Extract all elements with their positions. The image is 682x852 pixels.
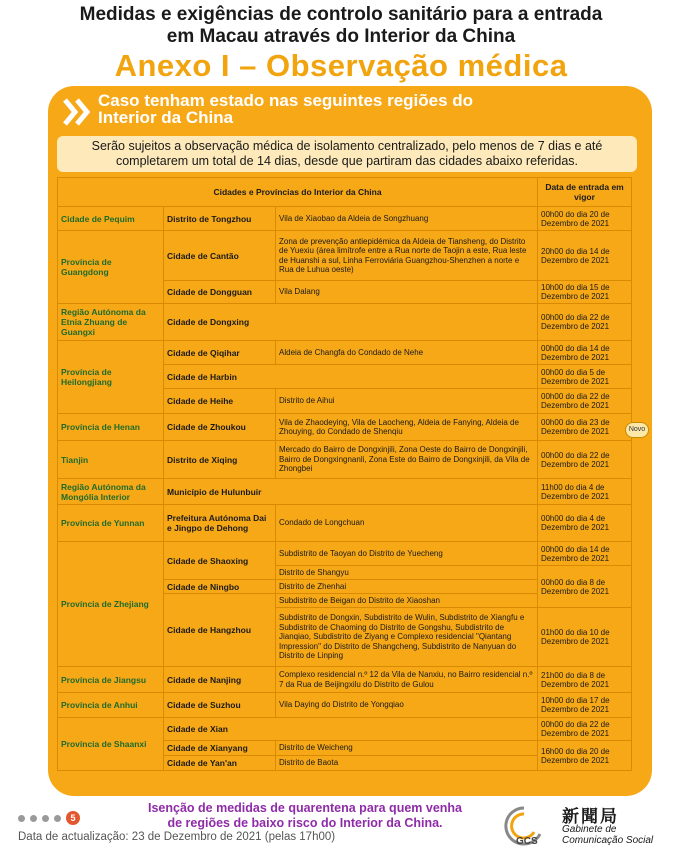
area-cell: Subdistrito de Taoyan do Distrito de Yuecheng (276, 542, 538, 566)
gcs-logo (500, 800, 670, 850)
city-cell: Cidade de Hangzhou (164, 594, 276, 667)
province-cell: Tianjin (58, 441, 164, 479)
province-cell: Província de Henan (58, 414, 164, 441)
date-cell: 11h00 do dia 4 de Dezembro de 2021 (538, 479, 632, 505)
area-cell: Distrito de Baota (276, 756, 538, 771)
logo-mark-text: GCS (516, 836, 538, 847)
city-cell: Cidade de Xianyang (164, 741, 276, 756)
table-row (58, 505, 632, 542)
province-cell: Província de Yunnan (58, 505, 164, 542)
area-cell: Complexo residencial n.º 12 da Vila de Nanxiu, no Bairro residencial n.º 7 da Rua de Beijingxilu do Distrito de Gulou (276, 667, 538, 693)
note-line-2: completarem um total de 14 dias, desde que partiram das cidades abaixo referidas. (115, 154, 579, 168)
date-cell: 00h00 do dia 22 de Dezembro de 2021 (538, 441, 632, 479)
area-cell: Vila Dalang (276, 281, 538, 304)
city-cell: Cidade de Yan'an (164, 756, 276, 771)
area-cell: Mercado do Bairro de Dongxinjili, Zona Oeste do Bairro de Dongxinjili, Bairro de Dongxingnanli, Zona Este do Bairro de Dongxinjili, da Vila de Zhongbei (276, 441, 538, 479)
gcs-logo-icon (500, 804, 548, 848)
regions-table (57, 177, 632, 771)
area-cell: Vila Daying do Distrito de Yongqiao (276, 693, 538, 718)
page-dot-current[interactable]: 5 (66, 811, 80, 825)
table-row (58, 231, 632, 281)
date-cell: 16h00 do dia 20 de Dezembro de 2021 (538, 741, 632, 771)
date-cell: 00h00 do dia 20 de Dezembro de 2021 (538, 207, 632, 231)
note-line-1: Serão sujeitos a observação médica de isolamento centralizado, pelo menos de 7 dias e até (91, 139, 603, 153)
city-cell: Cidade de Dongxing (164, 304, 538, 341)
page-dot[interactable] (18, 815, 25, 822)
exemption-link[interactable] (135, 801, 475, 831)
section-header (62, 92, 622, 132)
province-cell: Província de Zhejiang (58, 542, 164, 667)
date-cell: 00h00 do dia 22 de Dezembro de 2021 (538, 718, 632, 741)
province-cell: Província de Anhui (58, 693, 164, 718)
page-header (0, 4, 682, 83)
page-dot[interactable] (54, 815, 61, 822)
city-cell: Prefeitura Autónoma Dai e Jingpo de Dehong (164, 505, 276, 542)
table-row (58, 341, 632, 365)
city-cell: Cidade de Suzhou (164, 693, 276, 718)
header-date: Data de entrada em vigor (538, 178, 632, 207)
area-cell: Subdistrito de Dongxin, Subdistrito de Wulin, Subdistrito de Xiangfu e Subdistrito de Chaoming do Distrito de Gongshu, Subdistrito de Jianqiao, Subdistrito de Ziyang e Complexo residencial "Qiantang Impression" do Distrito de Shangcheng, Subdistrito de Nanyuan do Distrito de Linping (276, 608, 538, 667)
city-cell: Cidade de Qiqihar (164, 341, 276, 365)
city-cell: Distrito de Tongzhou (164, 207, 276, 231)
exempt-line-2: de regiões de baixo risco do Interior da China. (167, 816, 443, 830)
date-cell: 00h00 do dia 4 de Dezembro de 2021 (538, 505, 632, 542)
date-cell: 01h00 do dia 10 de Dezembro de 2021 (538, 608, 632, 667)
table-row (58, 479, 632, 505)
city-cell: Cidade de Ningbo (164, 580, 276, 594)
section-title-line-1: Caso tenham estado nas seguintes regiões do (98, 91, 474, 110)
province-cell: Província de Shaanxi (58, 718, 164, 771)
update-date: Data de actualização: 23 de Dezembro de 2021 (pelas 17h00) (18, 831, 336, 843)
table-row (58, 718, 632, 741)
city-cell: Cidade de Xian (164, 718, 538, 741)
table-row (58, 207, 632, 231)
area-cell: Condado de Longchuan (276, 505, 538, 542)
table-row (58, 542, 632, 566)
city-cell: Cidade de Shaoxing (164, 542, 276, 580)
city-cell: Cidade de Heihe (164, 389, 276, 414)
date-cell: 00h00 do dia 8 de Dezembro de 2021 (538, 566, 632, 608)
header-line-2: em Macau através do Interior da China (166, 26, 516, 47)
logo-portuguese (562, 824, 653, 846)
area-cell: Vila de Zhaodeying, Vila de Laocheng, Aldeia de Fanying, Aldeia de Zhouying, do Condado de Shenqiu (276, 414, 538, 441)
city-cell: Cidade de Dongguan (164, 281, 276, 304)
page-indicator (18, 811, 85, 825)
area-cell: Distrito de Shangyu (276, 566, 538, 580)
annex-title: Anexo I – Observação médica (114, 48, 568, 83)
double-chevron-icon (62, 92, 92, 132)
header-regions: Cidades e Províncias do Interior da China (58, 178, 538, 207)
area-cell: Subdistrito de Beigan do Distrito de Xiaoshan (276, 594, 538, 608)
date-cell: 00h00 do dia 23 de Dezembro de 2021 (538, 414, 632, 441)
quarantine-note (57, 136, 637, 172)
header-line-1: Medidas e exigências de controlo sanitário para a entrada (79, 4, 603, 25)
date-cell: 00h00 do dia 22 de Dezembro de 2021 (538, 304, 632, 341)
province-cell: Cidade de Pequim (58, 207, 164, 231)
city-cell: Cidade de Zhoukou (164, 414, 276, 441)
city-cell: Cidade de Cantão (164, 231, 276, 281)
section-title-line-2: Interior da China (98, 108, 234, 127)
table-header-row (58, 178, 632, 207)
date-cell: 00h00 do dia 5 de Dezembro de 2021 (538, 365, 632, 389)
city-cell: Município de Hulunbuir (164, 479, 538, 505)
table-row (58, 441, 632, 479)
province-cell: Província de Jiangsu (58, 667, 164, 693)
date-cell: 00h00 do dia 22 de Dezembro de 2021 (538, 389, 632, 414)
date-cell: 10h00 do dia 17 de Dezembro de 2021 (538, 693, 632, 718)
new-badge: Novo (625, 422, 649, 438)
city-cell: Cidade de Nanjing (164, 667, 276, 693)
table-row (58, 304, 632, 341)
province-cell: Região Autónoma da Mongólia Interior (58, 479, 164, 505)
date-cell: 10h00 do dia 15 de Dezembro de 2021 (538, 281, 632, 304)
exempt-line-1: Isenção de medidas de quarentena para quem venha (148, 801, 462, 815)
logo-chinese: 新聞局 (562, 807, 619, 826)
area-cell: Distrito de Zhenhai (276, 580, 538, 594)
logo-pt-line-1: Gabinete de (562, 824, 617, 835)
province-cell: Província de Guangdong (58, 231, 164, 304)
date-cell: 00h00 do dia 14 de Dezembro de 2021 (538, 341, 632, 365)
area-cell: Zona de prevenção antiepidémica da Aldeia de Tiansheng, do Distrito de Yuexiu (área limítrofe entre a Rua norte de Taojin a este, Rua leste de Huanshi a sul, Linha Ferroviária Guangzhou-Shenzhen a norte e Rua de Luhua oeste) (276, 231, 538, 281)
province-cell: Província de Heilongjiang (58, 341, 164, 414)
regions-table-wrap (57, 177, 631, 771)
table-row (58, 693, 632, 718)
page-dot[interactable] (30, 815, 37, 822)
province-cell: Região Autónoma da Etnia Zhuang de Guangxi (58, 304, 164, 341)
table-row (58, 667, 632, 693)
logo-pt-line-2: Comunicação Social (562, 835, 654, 846)
area-cell: Vila de Xiaobao da Aldeia de Songzhuang (276, 207, 538, 231)
city-cell: Distrito de Xiqing (164, 441, 276, 479)
city-cell: Cidade de Harbin (164, 365, 538, 389)
area-cell: Aldeia de Changfa do Condado de Nehe (276, 341, 538, 365)
area-cell: Distrito de Weicheng (276, 741, 538, 756)
date-cell: 21h00 do dia 8 de Dezembro de 2021 (538, 667, 632, 693)
page-dot[interactable] (42, 815, 49, 822)
area-cell: Distrito de Aihui (276, 389, 538, 414)
date-cell: 00h00 do dia 14 de Dezembro de 2021 (538, 542, 632, 566)
table-row (58, 414, 632, 441)
date-cell: 20h00 do dia 14 de Dezembro de 2021 (538, 231, 632, 281)
